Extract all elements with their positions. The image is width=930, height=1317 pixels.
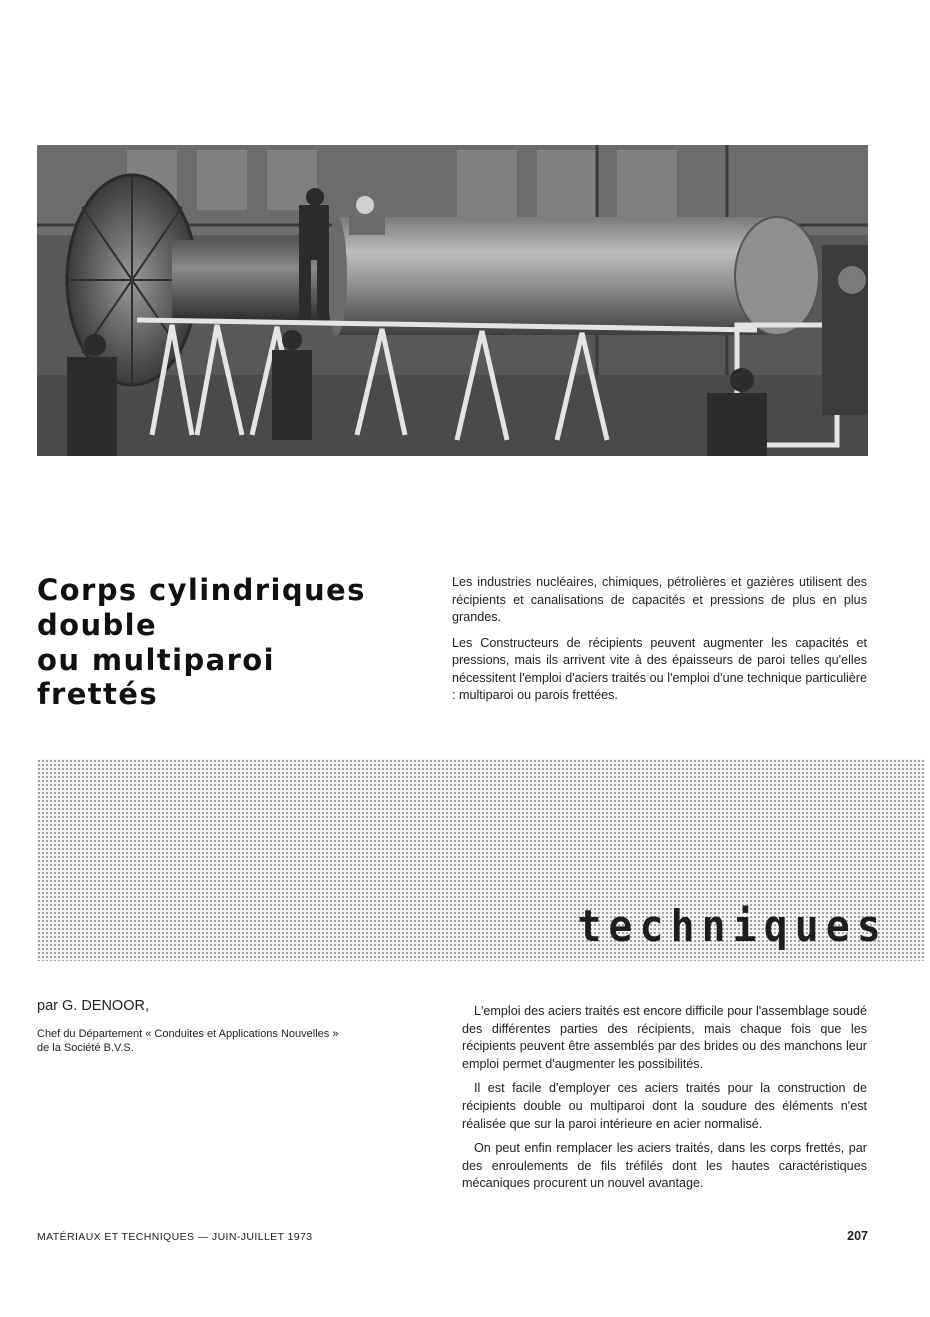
intro-text xyxy=(452,574,867,713)
author-role xyxy=(37,1027,397,1055)
author-role-line: de la Société B.V.S. xyxy=(37,1042,134,1054)
workshop-photo-illustration xyxy=(37,145,868,456)
title-line: frettés xyxy=(37,677,159,712)
page-number: 207 xyxy=(847,1229,868,1243)
author-block xyxy=(37,998,397,1055)
intro-paragraph: Les Constructeurs de récipients peuvent augmenter les capacités et pressions, mais ils arrivent vite à des épaisseurs de paroi telles qu'elles nécessitent l'emploi d'aciers traités ou l'emploi d'une technique particulière : multiparoi ou parois frettées. xyxy=(452,635,867,702)
title-line: ou multiparoi xyxy=(37,642,275,677)
body-paragraph: On peut enfin remplacer les aciers traités, dans les corps frettés, par des enroulements de fils tréfilés dont les hautes caractéristiques mécaniques procurent un nouvel avantage. xyxy=(462,1141,867,1191)
body-text xyxy=(462,1003,867,1200)
journal-footer: MATÉRIAUX ET TECHNIQUES — JUIN-JUILLET 1973 xyxy=(37,1231,313,1243)
intro-paragraph: Les industries nucléaires, chimiques, pétrolières et gazières utilisent des récipients et canalisations de capacités et pressions de plus en plus grandes. xyxy=(452,575,867,624)
title-line: Corps cylindriques xyxy=(37,573,366,607)
section-label: techniques xyxy=(577,901,888,952)
title-line: double xyxy=(37,607,158,642)
author-name: par G. DENOOR, xyxy=(37,998,149,1014)
author-role-line: Chef du Département « Conduites et Applications Nouvelles » xyxy=(37,1028,339,1040)
body-paragraph: Il est facile d'employer ces aciers traités pour la construction de récipients double ou multiparoi dont la soudure des éléments n'est réalisée que sur la paroi intérieure en acier normalisé. xyxy=(462,1081,867,1131)
section-banner xyxy=(37,759,924,961)
body-paragraph: L'emploi des aciers traités est encore difficile pour l'assemblage soudé des différentes parties des récipients, mais chaque fois que les récipients peuvent être assemblés par des brides ou des manchons leur emploi permet d'augmenter les possibilités. xyxy=(462,1004,867,1071)
workshop-photo xyxy=(37,145,868,456)
article-title xyxy=(37,573,427,712)
